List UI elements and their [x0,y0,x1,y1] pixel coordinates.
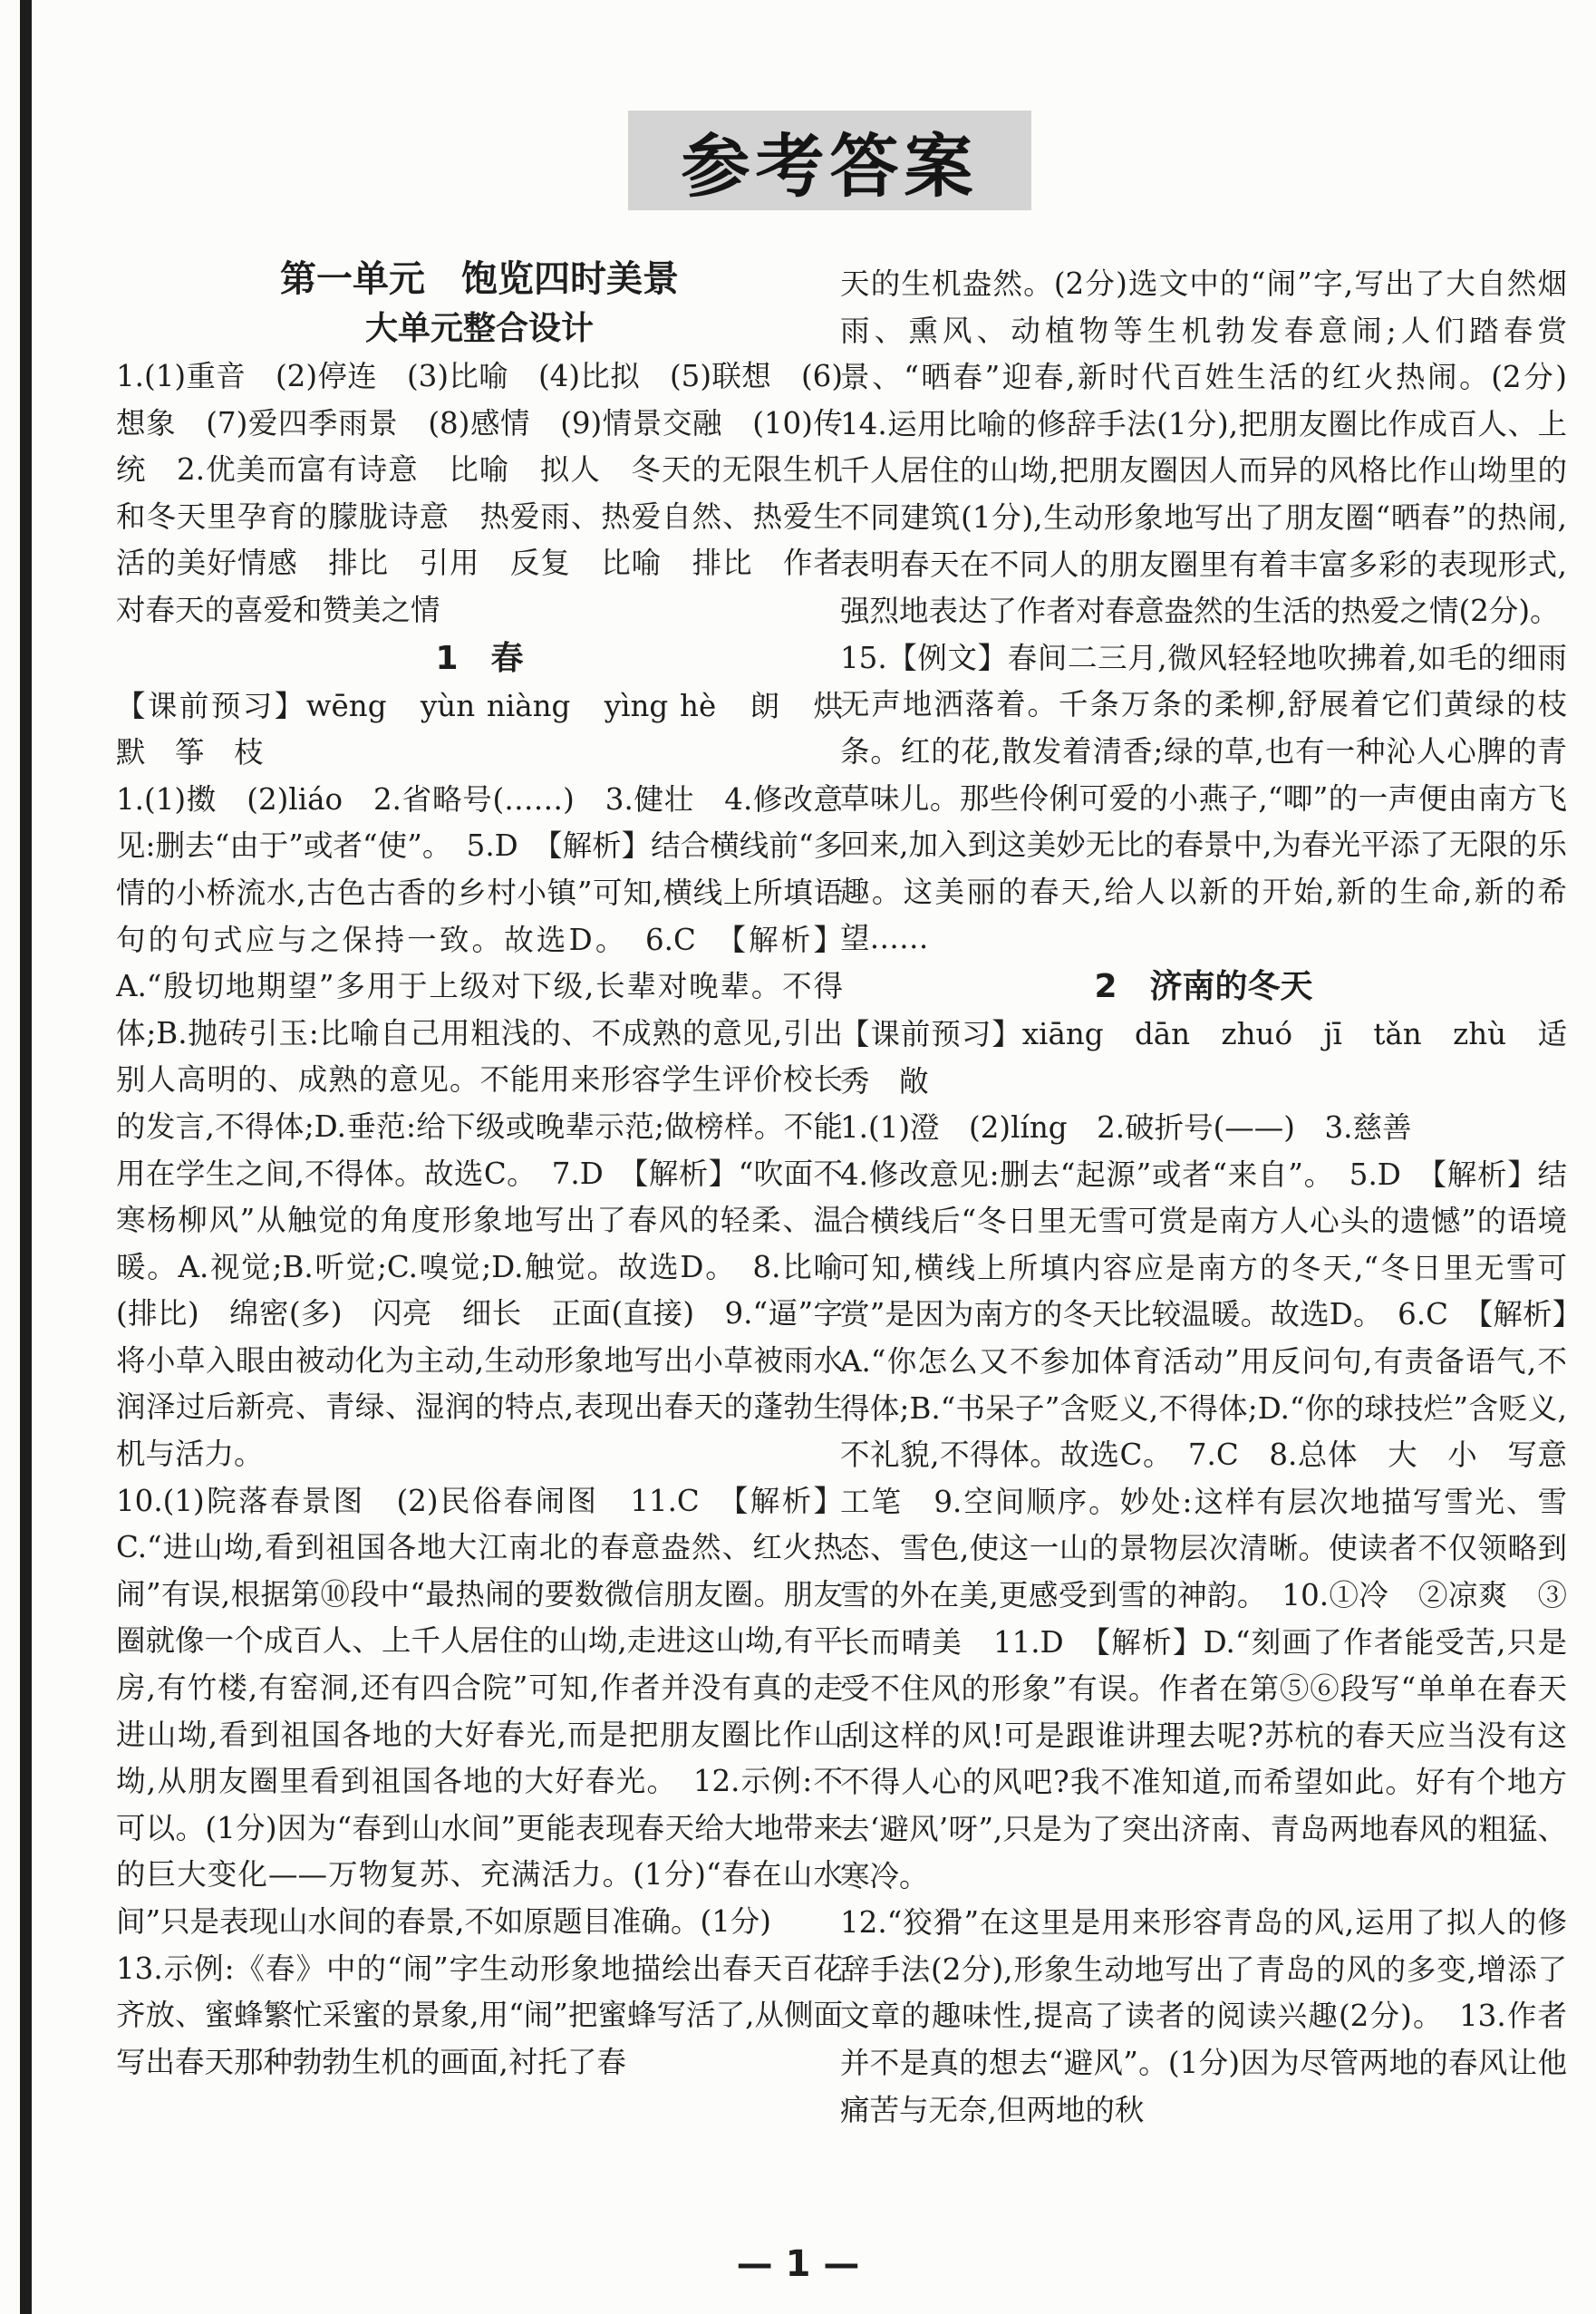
page-spine-bar [20,0,32,2314]
paragraph-lesson2-part3: 12.“狡猾”在这里是用来形容青岛的风,运用了拟人的修辞手法(2分),形象生动地写出了青岛的风的多变,增添了文章的趣味性,提高了读者的阅读兴趣(2分)。 13.作者并不是真的想去“避风”。(1分)因为尽管两地的春风让他痛苦与无奈,但两地的秋 [840,1905,1567,2127]
section-title-design: 大单元整合设计 [364,310,594,347]
lesson-title-2: 2 济南的冬天 [1094,967,1313,1005]
unit-title: 第一单元 饱览四时美景 [280,258,679,300]
paragraph-lesson1-cont: 天的生机盎然。(2分)选文中的“闹”字,写出了大自然烟雨、熏风、动植物等生机勃发春意闹;人们踏春赏景、“晒春”迎春,新时代百姓生活的红火热闹。(2分) 14.运用比喻的修辞手法(1分),把朋友圈比作成百人、上千人居住的山坳,把朋友圈因人而异的风格比作山坳里的不同建筑(1分),生动形象地写出了朋友圈“晒春”的热闹,表明春天在不同人的朋友圈里有着丰富多彩的表现形式,强烈地表达了作者对春意盎然的生活的热爱之情(2分)。 [840,266,1567,629]
paragraph-lesson1-part1: 1.(1)擞 (2)liáo 2.省略号(……) 3.健壮 4.修改意见:删去“由于”或者“使”。 5.D 【解析】结合横线前“多情的小桥流水,古色古香的乡村小镇”可知,横线上所填语句的句式应与之保持一致。故选D。 6.C 【解析】A.“殷切地期望”多用于上级对下级,长辈对晚辈。不得体;B.抛砖引玉:比喻自己用粗浅的、不成熟的意见,引出别人高明的、成熟的意见。不能用来形容学生评价校长的发言,不得体;D.垂范:给下级或晚辈示范;做榜样。不能用在学生之间,不得体。故选C。 7.D 【解析】“吹面不寒杨柳风”从触觉的角度形象地写出了春风的轻柔、温暖。A.视觉;B.听觉;C.嗅觉;D.触觉。故选D。 8.比喻(排比) 绵密(多) 闪亮 细长 正面(直接) 9.“逼”字将小草入眼由被动化为主动,生动形象地写出小草被雨水润泽过后新亮、青绿、湿润的特点,表现出春天的蓬勃生机与活力。 [116,781,843,1472]
paragraph-lesson2-part1: 1.(1)澄 (2)líng 2.破折号(——) 3.慈善 [840,1110,1412,1146]
lesson-title-1: 1 春 [435,639,524,677]
page-title-banner [628,111,1031,210]
paragraph-preview-2: 【课前预习】xiāng dān zhuó jī tǎn zhù 适 秀 敞 [840,1016,1567,1099]
page-title: 参考答案 [681,125,979,207]
paragraph-example-essay: 15.【例文】春间二三月,微风轻轻地吹拂着,如毛的细雨无声地洒落着。千条万条的柔柳,舒展着它们黄绿的枝条。红的花,散发着清香;绿的草,也有一种沁人心脾的青草味儿。那些伶俐可爱的小燕子,“唧”的一声便由南方飞回来,加入到这美妙无比的春景中,为春光平添了无限的乐趣。这美丽的春天,给人以新的开始,新的生命,新的希望…… [840,640,1567,956]
page-number: — 1 — [736,2243,860,2285]
paragraph-lesson2-part2: 4.修改意见:删去“起源”或者“来自”。 5.D 【解析】结合横线后“冬日里无雪可赏是南方人心头的遗憾”的语境可知,横线上所填内容应是南方的冬天,“冬日里无雪可赏”是因为南方的冬天比较温暖。故选D。 6.C 【解析】A.“你怎么又不参加体育活动”用反问句,有责备语气,不得体;B.“书呆子”含贬义,不得体;D.“你的球技烂”含贬义,不礼貌,不得体。故选C。 7.C 8.总体 大 小 写意 工笔 9.空间顺序。妙处:这样有层次地描写雪光、雪态、雪色,使这一山的景物层次清晰。使读者不仅领略到雪的外在美,更感受到雪的神韵。 10.①冷 ②凉爽 ③长而晴美 11.D 【解析】D.“刻画了作者能受苦,只是受不住风的形象”有误。作者在第⑤⑥段写“单单在春天刮这样的风!可是跟谁讲理去呢?苏杭的春天应当没有这不得人心的风吧?我不准知道,而希望如此。好有个地方去‘避风’呀”,只是为了突出济南、青岛两地春风的粗猛、寒冷。 [840,1157,1567,1893]
right-column [840,261,1567,2228]
paragraph-preview-1: 【课前预习】wēng yùn niàng yìng hè 朗 烘 默 筝 枝 [116,688,843,770]
paragraph-design-answers: 1.(1)重音 (2)停连 (3)比喻 (4)比拟 (5)联想 (6)想象 (7)爱四季雨景 (8)感情 (9)情景交融 (10)传统 2.优美而富有诗意 比喻 拟人 冬天的无限生机和冬天里孕育的朦胧诗意 热爱雨、热爱自然、热爱生活的美好情感 排比 引用 反复 比喻 排比 作者对春天的喜爱和赞美之情 [116,359,843,627]
left-column [116,254,843,2221]
paragraph-lesson1-part2: 10.(1)院落春景图 (2)民俗春闹图 11.C 【解析】C.“进山坳,看到祖国各地大江南北的春意盎然、红火热闹”有误,根据第⑩段中“最热闹的要数微信朋友圈。朋友圈就像一个成百人、上千人居住的山坳,走进这山坳,有平房,有竹楼,有窑洞,还有四合院”可知,作者并没有真的走进山坳,看到祖国各地的大好春光,而是把朋友圈比作山坳,从朋友圈里看到祖国各地的大好春光。 12.示例:不可以。(1分)因为“春到山水间”更能表现春天给大地带来的巨大变化——万物复苏、充满活力。(1分)“春在山水间”只是表现山水间的春景,不如原题目准确。(1分) [116,1483,843,1939]
paragraph-lesson1-part3: 13.示例:《春》中的“闹”字生动形象地描绘出春天百花齐放、蜜蜂繁忙采蜜的景象,用“闹”把蜜蜂写活了,从侧面写出春天那种勃勃生机的画面,衬托了春 [116,1951,843,2079]
